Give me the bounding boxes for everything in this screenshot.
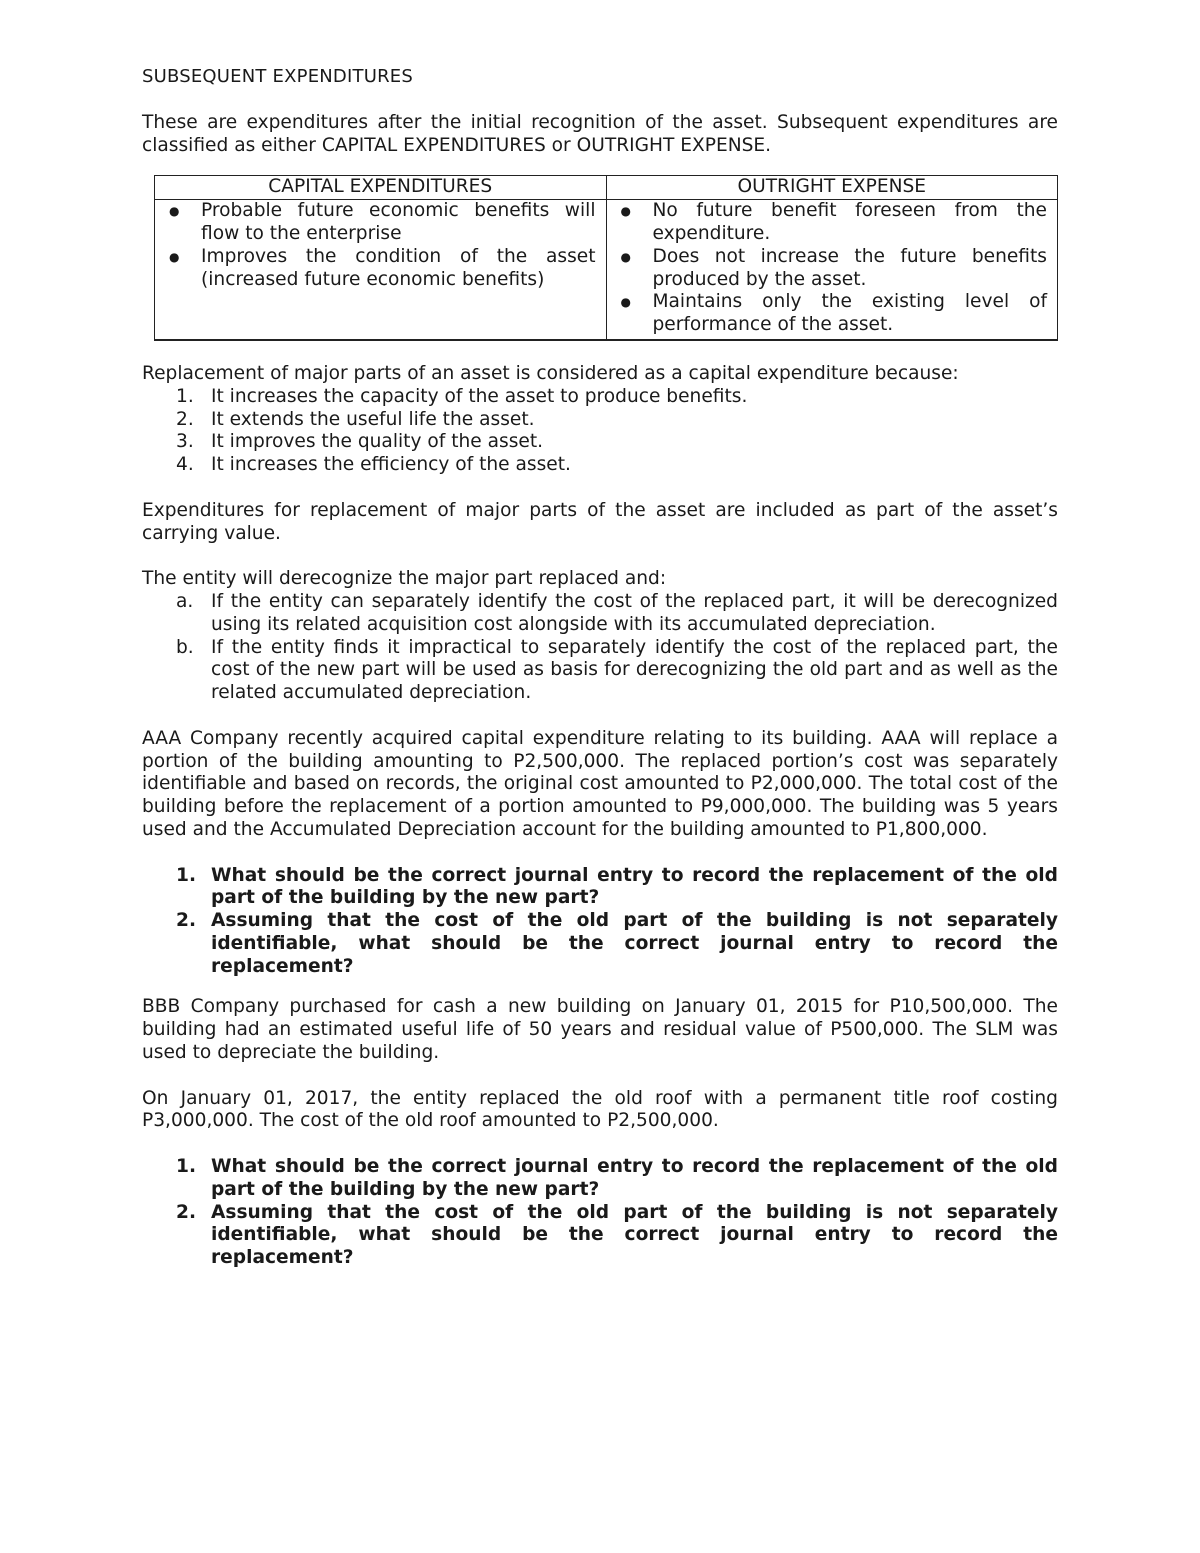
replacement-reasons-list <box>142 386 1058 477</box>
list-text: It improves the quality of the asset. <box>211 431 544 453</box>
replacement-lead: Replacement of major parts of an asset is considered as a capital expenditure because: <box>142 362 959 384</box>
capital-list <box>159 200 596 291</box>
list-item <box>142 386 1058 409</box>
list-marker: a. <box>176 590 194 612</box>
document-page <box>142 66 1058 1270</box>
outright-list <box>611 200 1048 337</box>
derecognize-list <box>142 591 1058 705</box>
list-marker: 1. <box>176 864 197 886</box>
question-text: What should be the correct journal entry to record the replacement of the old part of the building by the new part? <box>211 864 1058 909</box>
list-item <box>142 454 1058 477</box>
bbb-roof-paragraph: On January 01, 2017, the entity replaced the old roof with a permanent title roof costing P3,000,000. The cost of the old roof amounted to P2,500,000. <box>142 1087 1058 1132</box>
list-item <box>142 409 1058 432</box>
question-item <box>142 1156 1058 1202</box>
list-text: It increases the efficiency of the asset. <box>211 454 571 476</box>
list-item <box>142 637 1058 705</box>
list-marker: 4. <box>176 454 194 476</box>
outright-item: ● Does not increase the future benefits produced by the asset. <box>611 246 1048 292</box>
list-marker: 2. <box>176 910 197 932</box>
question-item <box>142 1202 1058 1270</box>
carrying-value-paragraph: Expenditures for replacement of major parts of the asset are included as part of the asset’s carrying value. <box>142 499 1058 544</box>
capital-cell <box>155 200 607 340</box>
table-header-row <box>155 176 1058 200</box>
page-title: SUBSEQUENT EXPENDITURES <box>142 66 413 87</box>
list-marker: 3. <box>176 431 194 453</box>
capital-item: ● Probable future economic benefits will flow to the enterprise <box>159 200 596 246</box>
question-text: Assuming that the cost of the old part of the building is not separately identifiable, what should be the correct journal entry to record the replacement? <box>211 1201 1058 1269</box>
bbb-questions-list <box>142 1156 1058 1270</box>
list-text: If the entity can separately identify the cost of the replaced part, it will be derecognized using its related acquisition cost alongside with its accumulated depreciation. <box>211 590 1058 635</box>
list-text: It increases the capacity of the asset to produce benefits. <box>211 385 748 407</box>
intro-paragraph: These are expenditures after the initial recognition of the asset. Subsequent expenditures are classified as either CAPITAL EXPENDITURES or OUTRIGHT EXPENSE. <box>142 111 1058 156</box>
list-marker: 1. <box>176 1156 197 1178</box>
question-item <box>142 865 1058 911</box>
outright-item: ● Maintains only the existing level of performance of the asset. <box>611 291 1048 337</box>
list-marker: 2. <box>176 408 194 430</box>
outright-item: ● No future benefit foreseen from the expenditure. <box>611 200 1048 246</box>
derecognize-lead: The entity will derecognize the major part replaced and: <box>142 568 667 590</box>
bbb-company-paragraph: BBB Company purchased for cash a new building on January 01, 2015 for P10,500,000. The building had an estimated useful life of 50 years and residual value of P500,000. The SLM was used to depreciate the building. <box>142 996 1058 1064</box>
header-capital-expenditures: CAPITAL EXPENDITURES <box>155 176 607 200</box>
list-text: If the entity finds it impractical to separately identify the cost of the replaced part, the cost of the new part will be used as basis for derecognizing the old part and as well as the related accumulated depreciation. <box>211 636 1058 704</box>
list-marker: 2. <box>176 1201 197 1223</box>
question-item <box>142 910 1058 978</box>
capital-item: ● Improves the condition of the asset (increased future economic benefits) <box>159 246 596 292</box>
list-marker: 1. <box>176 385 194 407</box>
aaa-questions-list <box>142 865 1058 979</box>
list-text: It extends the useful life the asset. <box>211 408 535 430</box>
list-marker: b. <box>176 636 194 658</box>
aaa-company-paragraph: AAA Company recently acquired capital expenditure relating to its building. AAA will replace a portion of the building amounting to P2,500,000. The replaced portion’s cost was separately identifiable and based on records, the original cost amounted to P2,000,000. The total cost of the building before the replacement of a portion amounted to P9,000,000. The building was 5 years used and the Accumulated Depreciation account for the building amounted to P1,800,000. <box>142 727 1058 840</box>
list-item <box>142 591 1058 637</box>
table-body-row <box>155 200 1058 340</box>
list-item <box>142 431 1058 454</box>
comparison-table <box>154 175 1058 341</box>
outright-cell <box>606 200 1058 340</box>
question-text: Assuming that the cost of the old part of the building is not separately identifiable, what should be the correct journal entry to record the replacement? <box>211 910 1058 977</box>
question-text: What should be the correct journal entry to record the replacement of the old part of the building by the new part? <box>211 1156 1058 1200</box>
header-outright-expense: OUTRIGHT EXPENSE <box>606 176 1058 200</box>
